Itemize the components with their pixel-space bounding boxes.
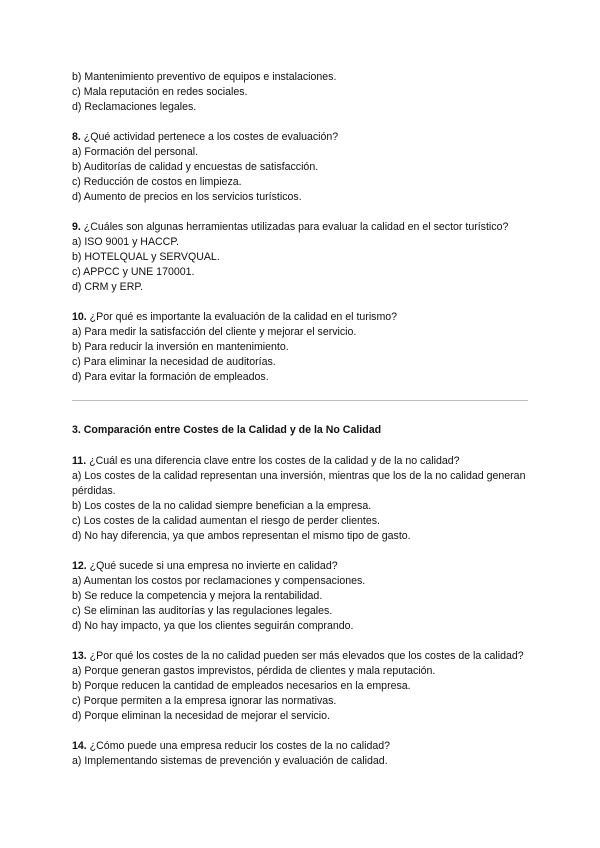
option-line: c) Los costes de la calidad aumentan el riesgo de perder clientes. — [72, 515, 380, 527]
question-11 — [72, 454, 528, 544]
page-content — [72, 70, 528, 784]
option-line: a) Formación del personal. — [72, 146, 199, 158]
question-10 — [72, 310, 528, 385]
question-number: 12. — [72, 560, 87, 572]
option-line: a) Porque generan gastos imprevistos, pérdida de clientes y mala reputación. — [72, 665, 436, 677]
question-text: ¿Qué actividad pertenece a los costes de evaluación? — [80, 131, 339, 143]
question-stem — [72, 220, 528, 235]
option-line: c) Para eliminar la necesidad de auditorías. — [72, 356, 276, 368]
option-line: b) Mantenimiento preventivo de equipos e instalaciones. — [72, 71, 337, 83]
question-text: ¿Qué sucede si una empresa no invierte en calidad? — [86, 560, 338, 572]
question-stem — [72, 454, 528, 469]
option-line: c) Se eliminan las auditorías y las regulaciones legales. — [72, 605, 333, 617]
option-line: b) Los costes de la no calidad siempre benefician a la empresa. — [72, 500, 372, 512]
option-line: a) ISO 9001 y HACCP. — [72, 236, 179, 248]
option-line: d) Porque eliminan la necesidad de mejorar el servicio. — [72, 710, 330, 722]
option-line: a) Para medir la satisfacción del cliente y mejorar el servicio. — [72, 326, 357, 338]
question-13 — [72, 649, 528, 724]
question-14 — [72, 739, 528, 769]
question-text: ¿Por qué los costes de la no calidad pueden ser más elevados que los costes de la calidad? — [86, 650, 524, 662]
question-number: 11. — [72, 455, 87, 467]
question-stem — [72, 649, 528, 664]
question-number: 8. — [72, 131, 81, 143]
question-stem — [72, 739, 528, 754]
option-line: c) Porque permiten a la empresa ignorar las normativas. — [72, 695, 337, 707]
question-number: 13. — [72, 650, 87, 662]
question-stem — [72, 130, 528, 145]
option-line: c) APPCC y UNE 170001. — [72, 266, 195, 278]
option-line: c) Reducción de costos en limpieza. — [72, 176, 242, 188]
option-line: d) Para evitar la formación de empleados. — [72, 371, 269, 383]
option-line: b) Auditorías de calidad y encuestas de satisfacción. — [72, 161, 319, 173]
question-text: ¿Por qué es importante la evaluación de la calidad en el turismo? — [86, 311, 398, 323]
option-line: b) Porque reducen la cantidad de empleados necesarios en la empresa. — [72, 680, 411, 692]
option-line: d) No hay diferencia, ya que ambos representan el mismo tipo de gasto. — [72, 530, 411, 542]
question-text: ¿Cómo puede una empresa reducir los costes de la no calidad? — [86, 740, 391, 752]
option-line: c) Mala reputación en redes sociales. — [72, 86, 248, 98]
option-line: d) Aumento de precios en los servicios turísticos. — [72, 191, 302, 203]
question-text: ¿Cuál es una diferencia clave entre los costes de la calidad y de la no calidad? — [86, 455, 460, 467]
option-line: a) Los costes de la calidad representan una inversión, mientras que los de la no calidad generan pérdidas. — [72, 470, 526, 497]
option-line: d) CRM y ERP. — [72, 281, 144, 293]
question-12 — [72, 559, 528, 634]
horizontal-divider — [72, 400, 528, 401]
option-line: d) No hay impacto, ya que los clientes seguirán comprando. — [72, 620, 354, 632]
question-7-remaining-options — [72, 70, 528, 115]
question-stem — [72, 310, 528, 325]
question-9 — [72, 220, 528, 295]
option-line: b) Para reducir la inversión en mantenimiento. — [72, 341, 289, 353]
question-text: ¿Cuáles son algunas herramientas utilizadas para evaluar la calidad en el sector turístico? — [80, 221, 509, 233]
option-line: d) Reclamaciones legales. — [72, 101, 197, 113]
question-stem — [72, 559, 528, 574]
option-line: a) Aumentan los costos por reclamaciones y compensaciones. — [72, 575, 366, 587]
option-line: a) Implementando sistemas de prevención y evaluación de calidad. — [72, 755, 388, 767]
question-number: 9. — [72, 221, 81, 233]
option-line: b) Se reduce la competencia y mejora la rentabilidad. — [72, 590, 323, 602]
question-number: 14. — [72, 740, 87, 752]
option-line: b) HOTELQUAL y SERVQUAL. — [72, 251, 220, 263]
section-heading: 3. Comparación entre Costes de la Calidad y de la No Calidad — [72, 424, 382, 436]
question-8 — [72, 130, 528, 205]
question-number: 10. — [72, 311, 87, 323]
